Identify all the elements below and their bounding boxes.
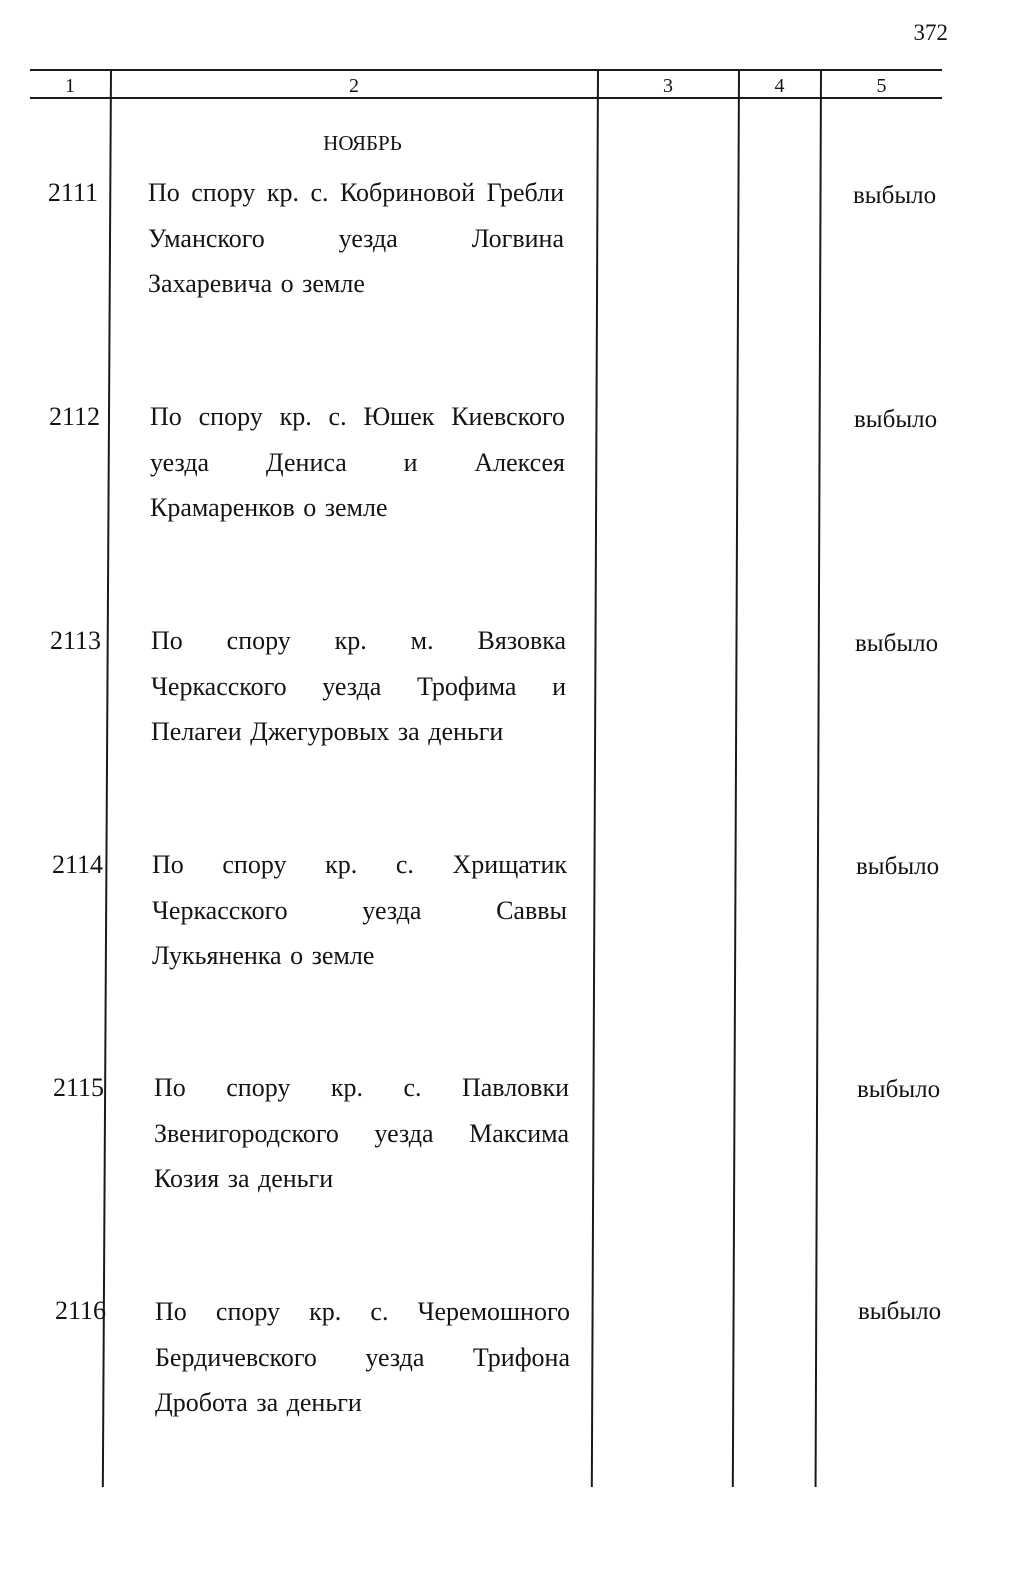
row-number: 2111: [47, 178, 98, 207]
row-number: 2116: [54, 1296, 106, 1325]
row-number: 2112: [48, 402, 100, 431]
header-col-1: 1: [65, 75, 75, 97]
column-divider-3-4: [732, 69, 740, 1487]
row-description: По спору кр. с. Кобриновой Гребли Уманского уезда Логвина Захаревича о земле: [148, 178, 564, 298]
header-col-5: 5: [876, 75, 887, 97]
month-heading: НОЯБРЬ: [323, 131, 402, 155]
row-description: По спору кр. с. Павловки Звенигородского уезда Максима Козия за деньги: [154, 1073, 569, 1193]
header-col-4: 4: [774, 75, 785, 97]
table-top-rule: [30, 69, 942, 71]
row-number: 2115: [52, 1073, 104, 1102]
column-divider-4-5: [815, 69, 822, 1487]
row-status: выбыло: [857, 1076, 941, 1103]
row-number: 2113: [49, 626, 101, 655]
row-number: 2114: [51, 850, 103, 879]
column-divider-2-3: [591, 69, 599, 1487]
row-description: По спору кр. м. Вязовка Черкасского уезда Трофима и Пелагеи Джегуровых за деньги: [151, 626, 566, 746]
row-status: выбыло: [853, 182, 937, 209]
row-description: По спору кр. с. Юшек Киевского уезда Дениса и Алексея Крамаренков о земле: [150, 402, 565, 522]
row-description: По спору кр. с. Черемошного Бердичевского уезда Трифона Дробота за деньги: [155, 1297, 570, 1417]
row-status: выбыло: [856, 853, 940, 880]
page-number: 372: [913, 20, 948, 45]
row-description: По спору кр. с. Хрищатик Черкасского уезда Саввы Лукьяненка о земле: [152, 850, 567, 970]
row-status: выбыло: [858, 1298, 942, 1325]
header-col-2: 2: [349, 75, 359, 97]
row-status: выбыло: [854, 406, 938, 433]
column-divider-1-2: [102, 69, 112, 1487]
row-status: выбыло: [855, 630, 939, 657]
header-col-3: 3: [663, 75, 673, 97]
